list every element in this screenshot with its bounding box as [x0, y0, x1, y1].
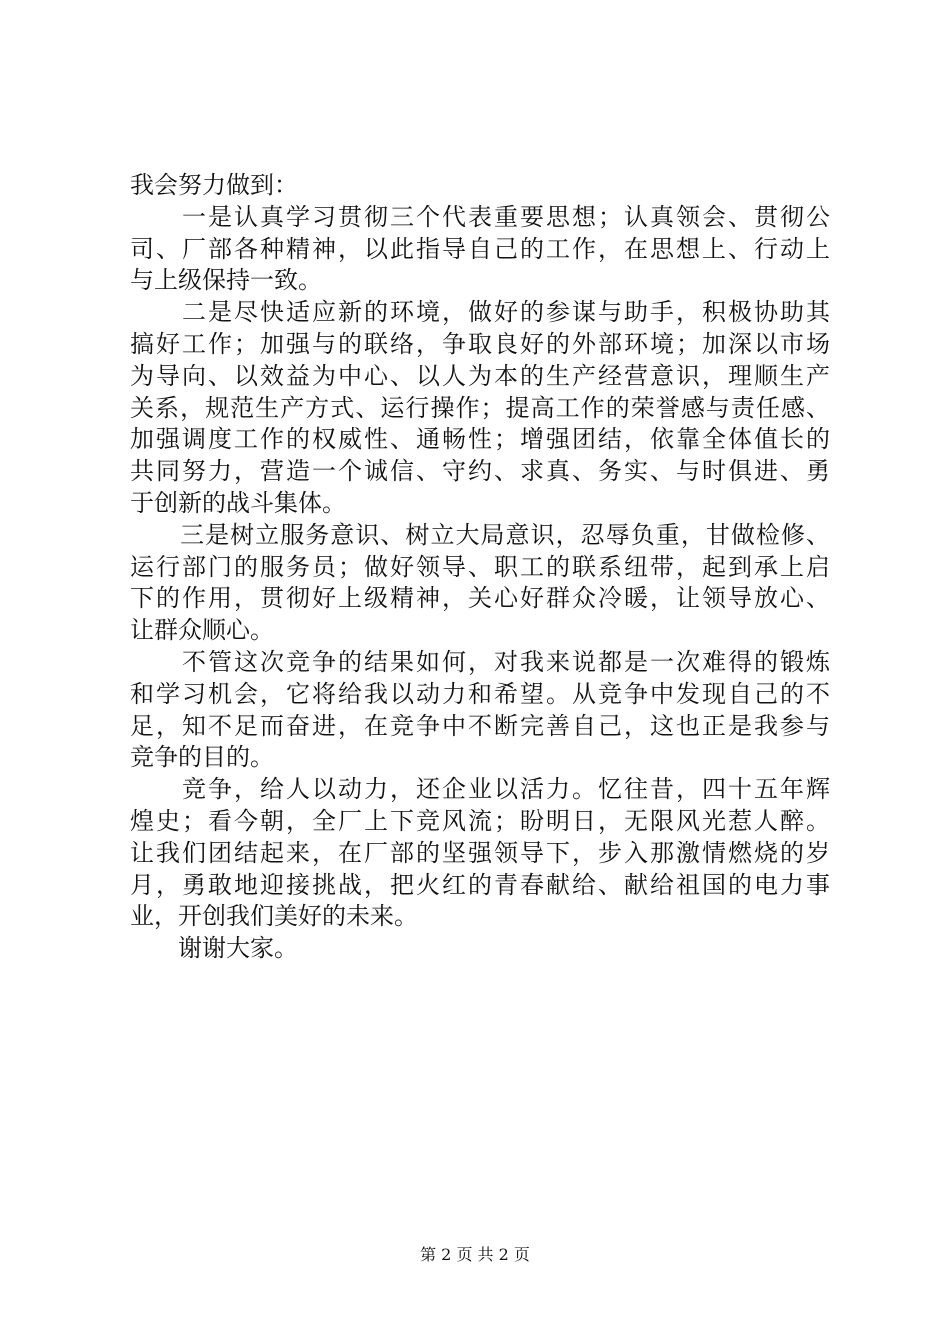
text-line: 足，知不足而奋进，在竞争中不断完善自己，这也正是我参与 — [130, 711, 830, 740]
text-line: 二是尽快适应新的环境，做好的参谋与助手，积极协助其 — [130, 298, 830, 327]
text-line: 运行部门的服务员；做好领导、职工的联系纽带，起到承上启 — [130, 552, 830, 581]
text-line: 一是认真学习贯彻三个代表重要思想；认真领会、贯彻公 — [130, 202, 830, 231]
text-line: 谢谢大家。 — [130, 934, 298, 963]
text-line: 月，勇敢地迎接挑战，把火红的青春献给、献给祖国的电力事 — [130, 870, 830, 899]
text-line: 加强调度工作的权威性、通畅性；增强团结，依靠全体值长的 — [130, 425, 830, 454]
text-line: 不管这次竞争的结果如何，对我来说都是一次难得的锻炼 — [130, 647, 830, 676]
text-line: 业，开创我们美好的未来。 — [130, 902, 418, 931]
text-line: 下的作用，贯彻好上级精神，关心好群众冷暖，让领导放心、 — [130, 584, 830, 613]
text-line: 煌史；看今朝，全厂上下竞风流；盼明日，无限风光惹人醉。 — [130, 806, 830, 835]
page-number-label: 第 2 页 共 2 页 — [420, 1245, 530, 1264]
text-line: 搞好工作；加强与的联络，争取良好的外部环境；加深以市场 — [130, 329, 830, 358]
text-line: 司、厂部各种精神，以此指导自己的工作，在思想上、行动上 — [130, 234, 830, 263]
page-footer — [0, 1245, 950, 1265]
text-line: 于创新的战斗集体。 — [130, 488, 346, 517]
text-line: 三是树立服务意识、树立大局意识，忍辱负重，甘做检修、 — [130, 520, 830, 549]
text-line: 让群众顺心。 — [130, 616, 274, 645]
text-line: 竞争的目的。 — [130, 743, 274, 772]
text-line: 为导向、以效益为中心、以人为本的生产经营意识，理顺生产 — [130, 361, 830, 390]
text-line: 关系，规范生产方式、运行操作；提高工作的荣誉感与责任感、 — [130, 393, 830, 422]
text-line: 我会努力做到： — [130, 171, 298, 199]
document-body — [130, 170, 830, 965]
text-line: 让我们团结起来，在厂部的坚强领导下，步入那激情燃烧的岁 — [130, 838, 830, 867]
text-line: 与上级保持一致。 — [130, 266, 322, 295]
text-line: 共同努力，营造一个诚信、守约、求真、务实、与时俱进、勇 — [130, 457, 830, 486]
text-line: 和学习机会，它将给我以动力和希望。从竞争中发现自己的不 — [130, 679, 830, 708]
text-line: 竞争，给人以动力，还企业以活力。忆往昔，四十五年辉 — [130, 775, 830, 804]
